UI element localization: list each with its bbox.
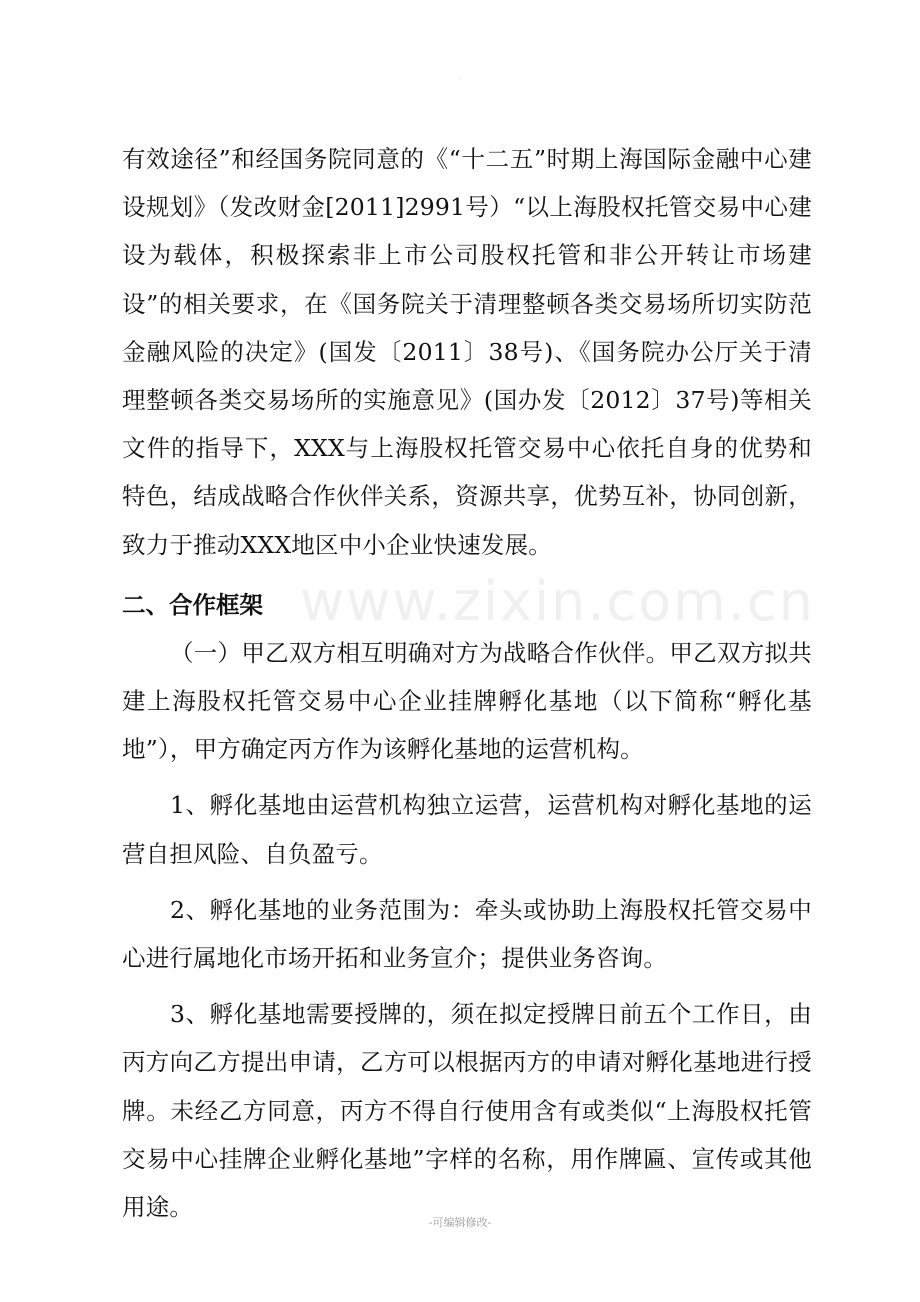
paragraph-item-2: 2、孵化基地的业务范围为：牵头或协助上海股权托管交易中心进行属地化市场开拓和业务宣介；提供业务咨询。 — [122, 895, 812, 973]
paragraph-item-1: 1、孵化基地由运营机构独立运营，运营机构对孵化基地的运营自担风险、自负盈亏。 — [122, 791, 812, 868]
watermark: www.zixin.com.cn — [300, 570, 815, 633]
paragraph-framework-1: （一）甲乙双方相互明确对方为战略合作伙伴。甲乙双方拟共建上海股权托管交易中心企业挂牌孵化基地（以下简称“孵化基地”），甲方确定丙方作为该孵化基地的运营机构。 — [122, 638, 812, 764]
top-mark: . — [458, 72, 462, 81]
footer-note: -可编辑修改- — [428, 1216, 492, 1229]
paragraph-item-3: 3、孵化基地需要授牌的，须在拟定授牌日前五个工作日，由丙方向乙方提出申请，乙方可以根据丙方的申请对孵化基地进行授牌。未经乙方同意，丙方不得自行使用含有或类似“上海股权托管交易中心挂牌企业孵化基地”字样的名称，用作牌匾、宣传或其他用途。 — [122, 1000, 812, 1222]
document-body — [122, 135, 815, 1231]
paragraph-background: 有效途径”和经国务院同意的《“十二五”时期上海国际金融中心建设规划》（发改财金[2011]2991号）“以上海股权托管交易中心建设为载体，积极探索非上市公司股权托管和非公开转让市场建设”的相关要求，在《国务院关于清理整顿各类交易场所切实防范金融风险的决定》(国发〔2011〕38号)、《国务院办公厅关于清理整顿各类交易场所的实施意见》(国办发〔2012〕37号)等相关文件的指导下，XXX与上海股权托管交易中心依托自身的优势和特色，结成战略合作伙伴关系，资源共享，优势互补，协同创新，致力于推动XXX地区中小企业快速发展。 — [122, 145, 812, 559]
section-heading-cooperation-framework: 二、合作框架 — [122, 590, 263, 619]
